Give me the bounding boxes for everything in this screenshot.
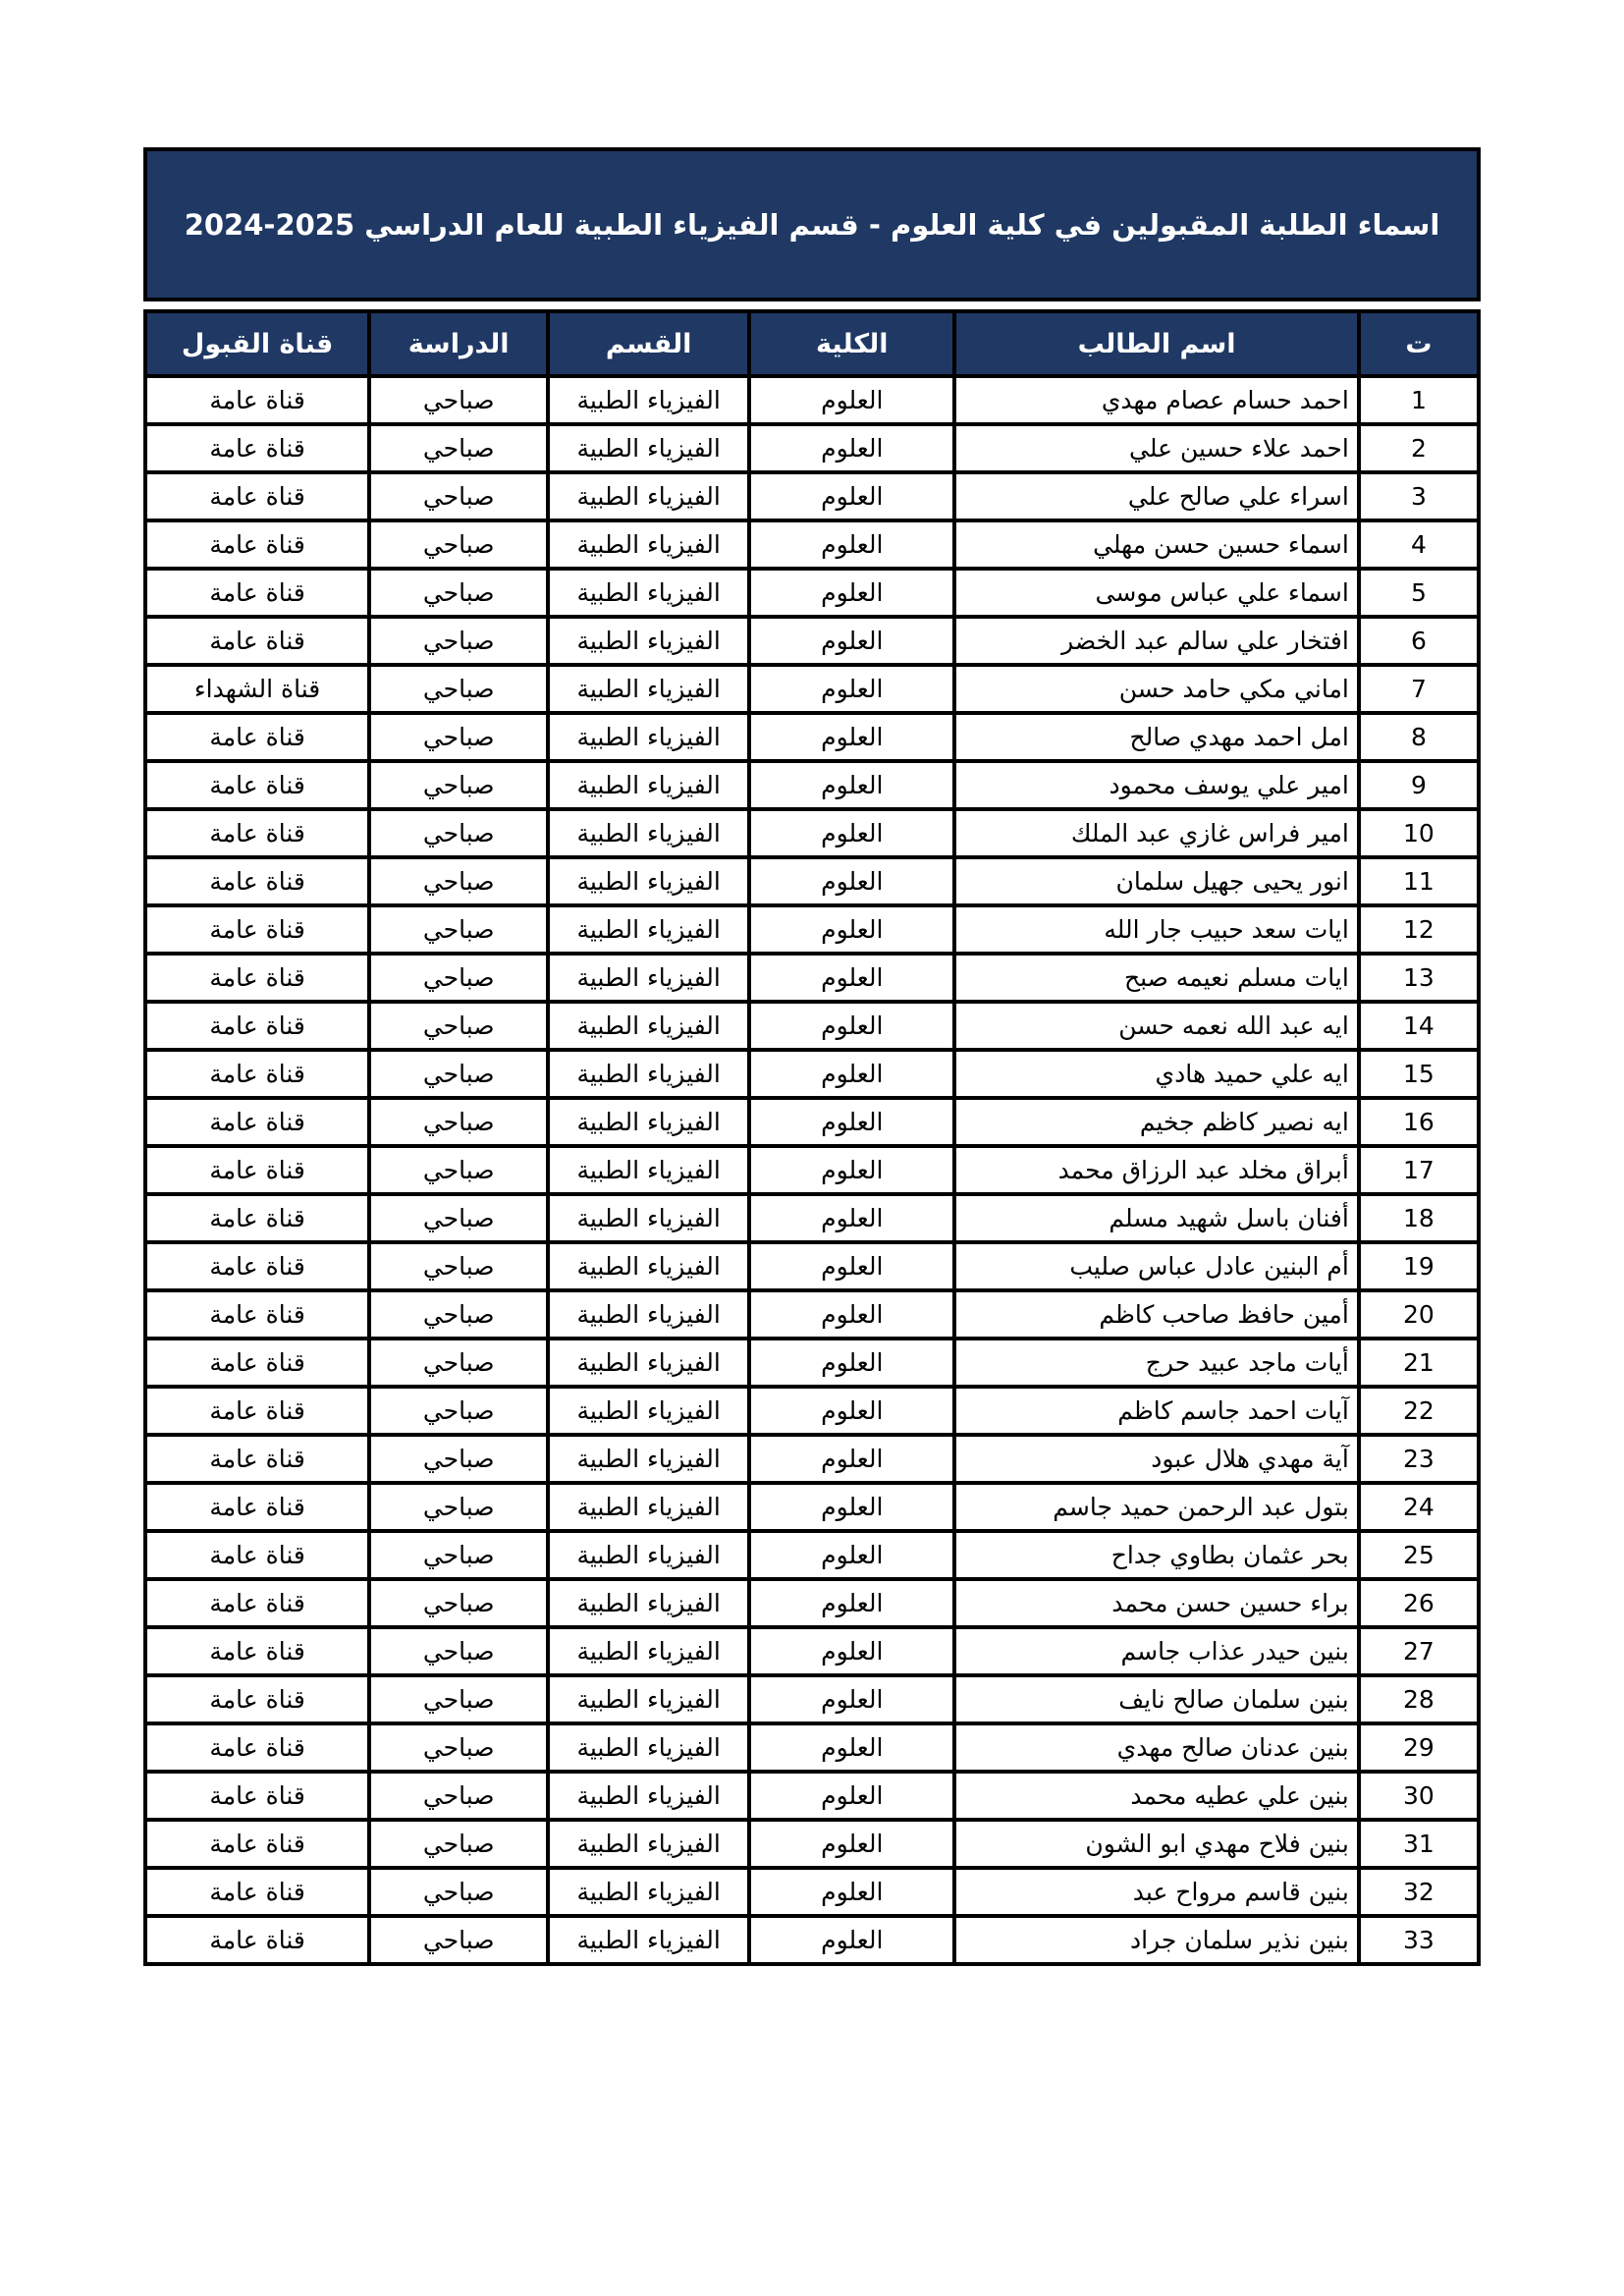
college-cell: العلوم (749, 809, 954, 857)
study-type-cell: صباحي (369, 1868, 548, 1916)
row-number: 5 (1359, 569, 1479, 617)
table-row (145, 857, 1479, 905)
header-row (145, 311, 1479, 376)
student-name: انور يحيى جهيل سلمان (954, 857, 1358, 905)
student-name: ايات مسلم نعيمه صبح (954, 954, 1358, 1002)
department-cell: الفيزياء الطبية (548, 1723, 749, 1772)
college-cell: العلوم (749, 1435, 954, 1483)
admission-channel-cell: قناة عامة (145, 472, 369, 520)
student-name: بنين قاسم مرواح عبد (954, 1868, 1358, 1916)
admission-channel-cell: قناة عامة (145, 1098, 369, 1146)
college-cell: العلوم (749, 520, 954, 569)
college-cell: العلوم (749, 472, 954, 520)
row-number: 30 (1359, 1772, 1479, 1820)
student-name: بنين نذير سلمان جراد (954, 1916, 1358, 1964)
student-name: ايه عبد الله نعمه حسن (954, 1002, 1358, 1050)
student-name: ايه نصير كاظم جخيم (954, 1098, 1358, 1146)
student-name: براء حسين حسن محمد (954, 1579, 1358, 1627)
student-name: امير علي يوسف محمود (954, 761, 1358, 809)
student-name: امل احمد مهدي صالح (954, 713, 1358, 761)
table-row (145, 761, 1479, 809)
department-cell: الفيزياء الطبية (548, 1387, 749, 1435)
department-cell: الفيزياء الطبية (548, 665, 749, 713)
department-cell: الفيزياء الطبية (548, 1242, 749, 1290)
table-row (145, 1531, 1479, 1579)
student-name: أيات ماجد عبيد حرج (954, 1339, 1358, 1387)
row-number: 25 (1359, 1531, 1479, 1579)
department-cell: الفيزياء الطبية (548, 1531, 749, 1579)
study-type-cell: صباحي (369, 1820, 548, 1868)
admission-channel-cell: قناة عامة (145, 1387, 369, 1435)
admission-channel-cell: قناة عامة (145, 954, 369, 1002)
study-type-cell: صباحي (369, 1483, 548, 1531)
row-number: 32 (1359, 1868, 1479, 1916)
college-cell: العلوم (749, 905, 954, 954)
table-row (145, 1868, 1479, 1916)
department-cell: الفيزياء الطبية (548, 1820, 749, 1868)
college-cell: العلوم (749, 857, 954, 905)
table-row (145, 1916, 1479, 1964)
table-row (145, 1290, 1479, 1339)
study-type-cell: صباحي (369, 713, 548, 761)
department-cell: الفيزياء الطبية (548, 1339, 749, 1387)
admission-channel-cell: قناة عامة (145, 905, 369, 954)
department-cell: الفيزياء الطبية (548, 1146, 749, 1194)
college-cell: العلوم (749, 1627, 954, 1675)
table-row (145, 1435, 1479, 1483)
study-type-cell: صباحي (369, 665, 548, 713)
row-number: 19 (1359, 1242, 1479, 1290)
department-cell: الفيزياء الطبية (548, 1098, 749, 1146)
row-number: 11 (1359, 857, 1479, 905)
table-row (145, 1675, 1479, 1723)
department-cell: الفيزياء الطبية (548, 1675, 749, 1723)
department-cell: الفيزياء الطبية (548, 1050, 749, 1098)
college-cell: العلوم (749, 1916, 954, 1964)
table-row (145, 1579, 1479, 1627)
study-type-cell: صباحي (369, 1387, 548, 1435)
admission-channel-cell: قناة عامة (145, 1531, 369, 1579)
student-name: بنين سلمان صالح نايف (954, 1675, 1358, 1723)
study-type-cell: صباحي (369, 1531, 548, 1579)
row-number: 13 (1359, 954, 1479, 1002)
department-cell: الفيزياء الطبية (548, 1916, 749, 1964)
college-cell: العلوم (749, 1868, 954, 1916)
row-number: 29 (1359, 1723, 1479, 1772)
admission-channel-cell: قناة عامة (145, 1772, 369, 1820)
department-cell: الفيزياء الطبية (548, 617, 749, 665)
header-cell-college: الكلية (749, 311, 954, 376)
admission-channel-cell: قناة عامة (145, 1820, 369, 1868)
college-cell: العلوم (749, 761, 954, 809)
table-row (145, 1002, 1479, 1050)
college-cell: العلوم (749, 1772, 954, 1820)
row-number: 22 (1359, 1387, 1479, 1435)
row-number: 21 (1359, 1339, 1479, 1387)
department-cell: الفيزياء الطبية (548, 905, 749, 954)
row-number: 23 (1359, 1435, 1479, 1483)
college-cell: العلوم (749, 1194, 954, 1242)
admission-channel-cell: قناة عامة (145, 569, 369, 617)
study-type-cell: صباحي (369, 1339, 548, 1387)
table-row (145, 424, 1479, 472)
row-number: 10 (1359, 809, 1479, 857)
student-name: ايه علي حميد هادي (954, 1050, 1358, 1098)
student-name: بنين عدنان صالح مهدي (954, 1723, 1358, 1772)
college-cell: العلوم (749, 1483, 954, 1531)
admission-channel-cell: قناة عامة (145, 1146, 369, 1194)
table-row (145, 1098, 1479, 1146)
admission-channel-cell: قناة الشهداء (145, 665, 369, 713)
department-cell: الفيزياء الطبية (548, 520, 749, 569)
row-number: 27 (1359, 1627, 1479, 1675)
study-type-cell: صباحي (369, 1435, 548, 1483)
study-type-cell: صباحي (369, 569, 548, 617)
admission-list-document (143, 147, 1481, 1966)
college-cell: العلوم (749, 424, 954, 472)
study-type-cell: صباحي (369, 1194, 548, 1242)
student-name: بنين حيدر عذاب جاسم (954, 1627, 1358, 1675)
study-type-cell: صباحي (369, 1772, 548, 1820)
row-number: 18 (1359, 1194, 1479, 1242)
admission-channel-cell: قناة عامة (145, 617, 369, 665)
study-type-cell: صباحي (369, 954, 548, 1002)
admission-channel-cell: قناة عامة (145, 1050, 369, 1098)
header-cell-number: ت (1359, 311, 1479, 376)
study-type-cell: صباحي (369, 1675, 548, 1723)
student-name: أبراق مخلد عبد الرزاق محمد (954, 1146, 1358, 1194)
student-name: احمد علاء حسين علي (954, 424, 1358, 472)
study-type-cell: صباحي (369, 857, 548, 905)
table-row (145, 1772, 1479, 1820)
department-cell: الفيزياء الطبية (548, 857, 749, 905)
study-type-cell: صباحي (369, 1627, 548, 1675)
table-row (145, 1194, 1479, 1242)
college-cell: العلوم (749, 1146, 954, 1194)
student-name: اماني مكي حامد حسن (954, 665, 1358, 713)
college-cell: العلوم (749, 376, 954, 424)
row-number: 1 (1359, 376, 1479, 424)
row-number: 7 (1359, 665, 1479, 713)
admission-channel-cell: قناة عامة (145, 1483, 369, 1531)
table-row (145, 1387, 1479, 1435)
student-name: آيات احمد جاسم كاظم (954, 1387, 1358, 1435)
table-row (145, 472, 1479, 520)
department-cell: الفيزياء الطبية (548, 1579, 749, 1627)
college-cell: العلوم (749, 617, 954, 665)
table-row (145, 905, 1479, 954)
header-cell-channel: قناة القبول (145, 311, 369, 376)
study-type-cell: صباحي (369, 1002, 548, 1050)
college-cell: العلوم (749, 665, 954, 713)
department-cell: الفيزياء الطبية (548, 1772, 749, 1820)
row-number: 26 (1359, 1579, 1479, 1627)
study-type-cell: صباحي (369, 1098, 548, 1146)
admission-channel-cell: قناة عامة (145, 1242, 369, 1290)
study-type-cell: صباحي (369, 617, 548, 665)
row-number: 20 (1359, 1290, 1479, 1339)
study-type-cell: صباحي (369, 905, 548, 954)
college-cell: العلوم (749, 1387, 954, 1435)
students-table-header (145, 311, 1479, 376)
table-row (145, 1242, 1479, 1290)
study-type-cell: صباحي (369, 1290, 548, 1339)
student-name: اسماء علي عباس موسى (954, 569, 1358, 617)
college-cell: العلوم (749, 1339, 954, 1387)
row-number: 33 (1359, 1916, 1479, 1964)
college-cell: العلوم (749, 1290, 954, 1339)
department-cell: الفيزياء الطبية (548, 1868, 749, 1916)
college-cell: العلوم (749, 1531, 954, 1579)
admission-channel-cell: قناة عامة (145, 1675, 369, 1723)
department-cell: الفيزياء الطبية (548, 424, 749, 472)
study-type-cell: صباحي (369, 1146, 548, 1194)
department-cell: الفيزياء الطبية (548, 376, 749, 424)
college-cell: العلوم (749, 1242, 954, 1290)
study-type-cell: صباحي (369, 376, 548, 424)
row-number: 6 (1359, 617, 1479, 665)
row-number: 31 (1359, 1820, 1479, 1868)
table-row (145, 1723, 1479, 1772)
row-number: 16 (1359, 1098, 1479, 1146)
row-number: 12 (1359, 905, 1479, 954)
table-row (145, 665, 1479, 713)
study-type-cell: صباحي (369, 1579, 548, 1627)
study-type-cell: صباحي (369, 809, 548, 857)
row-number: 15 (1359, 1050, 1479, 1098)
department-cell: الفيزياء الطبية (548, 1290, 749, 1339)
table-row (145, 1820, 1479, 1868)
admission-channel-cell: قناة عامة (145, 520, 369, 569)
student-name: أفنان باسل شهيد مسلم (954, 1194, 1358, 1242)
table-row (145, 809, 1479, 857)
student-name: اسراء علي صالح علي (954, 472, 1358, 520)
row-number: 3 (1359, 472, 1479, 520)
student-name: آية مهدي هلال عبود (954, 1435, 1358, 1483)
student-name: أمين حافظ صاحب كاظم (954, 1290, 1358, 1339)
study-type-cell: صباحي (369, 1916, 548, 1964)
student-name: أم البنين عادل عباس صليب (954, 1242, 1358, 1290)
header-cell-study: الدراسة (369, 311, 548, 376)
admission-channel-cell: قناة عامة (145, 1579, 369, 1627)
college-cell: العلوم (749, 1723, 954, 1772)
college-cell: العلوم (749, 1050, 954, 1098)
admission-channel-cell: قناة عامة (145, 809, 369, 857)
admission-channel-cell: قناة عامة (145, 713, 369, 761)
admission-channel-cell: قناة عامة (145, 1627, 369, 1675)
table-row (145, 520, 1479, 569)
admission-channel-cell: قناة عامة (145, 1002, 369, 1050)
department-cell: الفيزياء الطبية (548, 1194, 749, 1242)
students-table-body (145, 376, 1479, 1964)
row-number: 2 (1359, 424, 1479, 472)
table-row (145, 1339, 1479, 1387)
student-name: افتخار علي سالم عبد الخضر (954, 617, 1358, 665)
student-name: بتول عبد الرحمن حميد جاسم (954, 1483, 1358, 1531)
admission-channel-cell: قناة عامة (145, 1339, 369, 1387)
table-row (145, 376, 1479, 424)
study-type-cell: صباحي (369, 1242, 548, 1290)
department-cell: الفيزياء الطبية (548, 713, 749, 761)
header-cell-name: اسم الطالب (954, 311, 1358, 376)
admission-channel-cell: قناة عامة (145, 1290, 369, 1339)
study-type-cell: صباحي (369, 1723, 548, 1772)
table-row (145, 1146, 1479, 1194)
department-cell: الفيزياء الطبية (548, 472, 749, 520)
admission-channel-cell: قناة عامة (145, 1868, 369, 1916)
college-cell: العلوم (749, 1098, 954, 1146)
admission-channel-cell: قناة عامة (145, 761, 369, 809)
college-cell: العلوم (749, 1002, 954, 1050)
admission-channel-cell: قناة عامة (145, 1194, 369, 1242)
college-cell: العلوم (749, 954, 954, 1002)
study-type-cell: صباحي (369, 424, 548, 472)
college-cell: العلوم (749, 569, 954, 617)
department-cell: الفيزياء الطبية (548, 1002, 749, 1050)
department-cell: الفيزياء الطبية (548, 1483, 749, 1531)
college-cell: العلوم (749, 1675, 954, 1723)
row-number: 8 (1359, 713, 1479, 761)
row-number: 9 (1359, 761, 1479, 809)
students-table (143, 309, 1481, 1966)
college-cell: العلوم (749, 1579, 954, 1627)
table-row (145, 569, 1479, 617)
row-number: 4 (1359, 520, 1479, 569)
admission-channel-cell: قناة عامة (145, 1435, 369, 1483)
table-row (145, 1483, 1479, 1531)
student-name: بنين علي عطيه محمد (954, 1772, 1358, 1820)
student-name: احمد حسام عصام مهدي (954, 376, 1358, 424)
admission-channel-cell: قناة عامة (145, 1723, 369, 1772)
admission-channel-cell: قناة عامة (145, 376, 369, 424)
table-row (145, 954, 1479, 1002)
student-name: ايات سعد حبيب جار الله (954, 905, 1358, 954)
department-cell: الفيزياء الطبية (548, 1627, 749, 1675)
row-number: 14 (1359, 1002, 1479, 1050)
department-cell: الفيزياء الطبية (548, 569, 749, 617)
study-type-cell: صباحي (369, 761, 548, 809)
student-name: بحر عثمان بطاوي جداح (954, 1531, 1358, 1579)
table-row (145, 713, 1479, 761)
department-cell: الفيزياء الطبية (548, 809, 749, 857)
department-cell: الفيزياء الطبية (548, 1435, 749, 1483)
row-number: 17 (1359, 1146, 1479, 1194)
document-title: اسماء الطلبة المقبولين في كلية العلوم - قسم الفيزياء الطبية للعام الدراسي 2025-2024 (143, 147, 1481, 301)
college-cell: العلوم (749, 713, 954, 761)
row-number: 24 (1359, 1483, 1479, 1531)
admission-channel-cell: قناة عامة (145, 424, 369, 472)
table-row (145, 1050, 1479, 1098)
student-name: بنين فلاح مهدي ابو الشون (954, 1820, 1358, 1868)
study-type-cell: صباحي (369, 1050, 548, 1098)
study-type-cell: صباحي (369, 520, 548, 569)
table-row (145, 617, 1479, 665)
admission-channel-cell: قناة عامة (145, 1916, 369, 1964)
department-cell: الفيزياء الطبية (548, 761, 749, 809)
student-name: اسماء حسين حسن مهلي (954, 520, 1358, 569)
admission-channel-cell: قناة عامة (145, 857, 369, 905)
study-type-cell: صباحي (369, 472, 548, 520)
row-number: 28 (1359, 1675, 1479, 1723)
college-cell: العلوم (749, 1820, 954, 1868)
table-row (145, 1627, 1479, 1675)
student-name: امير فراس غازي عبد الملك (954, 809, 1358, 857)
department-cell: الفيزياء الطبية (548, 954, 749, 1002)
header-cell-dept: القسم (548, 311, 749, 376)
